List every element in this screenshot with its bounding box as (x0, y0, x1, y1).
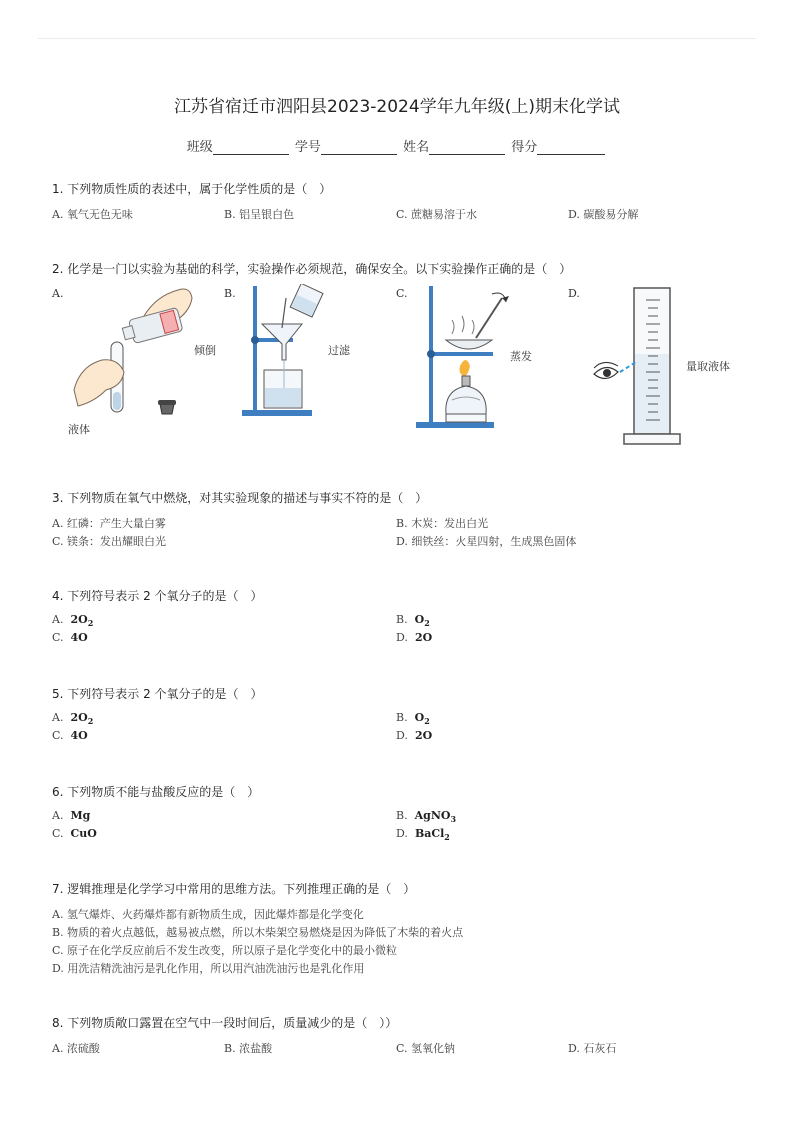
q6-option-c[interactable]: C. CuO (52, 827, 97, 840)
q2-option-d-letter[interactable]: D. (568, 287, 580, 300)
number-blank[interactable] (321, 140, 397, 155)
q3-option-b[interactable]: B. 木炭：发出白光 (396, 517, 489, 530)
filtration-figure (238, 284, 338, 420)
name-label: 姓名 (403, 140, 430, 155)
question-2-stem: 2. 化学是一门以实验为基础的科学，实验操作必须规范，确保安全。以下实验操作正确的是（ ） (52, 262, 572, 276)
q2-option-c-letter[interactable]: C. (396, 287, 408, 300)
q4-option-c[interactable]: C. 4O (52, 631, 88, 644)
q3-option-a[interactable]: A. 红磷：产生大量白雾 (52, 517, 166, 530)
q5-option-c[interactable]: C. 4O (52, 729, 88, 742)
header-rule (38, 38, 756, 39)
q2-option-b-letter[interactable]: B. (224, 287, 236, 300)
q5-option-b[interactable]: B. $O_2$ (396, 711, 430, 727)
measuring-label: 量取液体 (686, 360, 730, 373)
number-label: 学号 (294, 140, 321, 155)
name-blank[interactable] (429, 140, 505, 155)
q3-option-c[interactable]: C. 镁条：发出耀眼白光 (52, 535, 167, 548)
measuring-cylinder-figure (590, 284, 690, 448)
liquid-label: 液体 (68, 423, 90, 436)
q6-option-b[interactable]: B. AgNO$_3$ (396, 809, 457, 825)
question-8-stem: 8. 下列物质敞口露置在空气中一段时间后，质量减少的是（ ）） (52, 1016, 398, 1030)
q6-option-a[interactable]: A. Mg (52, 809, 91, 822)
q4-option-b[interactable]: B. $O_2$ (396, 613, 430, 629)
q1-option-b[interactable]: B. 铝呈银白色 (224, 208, 295, 221)
q8-option-c[interactable]: C. 氢氧化钠 (396, 1042, 456, 1055)
pouring-label: 倾倒 (194, 344, 216, 357)
evaporation-figure (412, 284, 512, 432)
question-7-stem: 7. 逻辑推理是化学学习中常用的思维方法。下列推理正确的是（ ） (52, 882, 416, 896)
q7-option-b[interactable]: B. 物质的着火点越低，越易被点燃，所以木柴架空易燃烧是因为降低了木柴的着火点 (52, 926, 464, 939)
score-blank[interactable] (537, 140, 605, 155)
score-label: 得分 (511, 140, 538, 155)
question-3-stem: 3. 下列物质在氧气中燃烧，对其实验现象的描述与事实不符的是（ ） (52, 491, 428, 505)
question-4-stem: 4. 下列符号表示 2 个氧分子的是（ ） (52, 589, 263, 603)
q4-option-a[interactable]: A. $2O_2$ (52, 613, 94, 629)
q7-option-a[interactable]: A. 氢气爆炸、火药爆炸都有新物质生成，因此爆炸都是化学变化 (52, 908, 364, 921)
q8-option-b[interactable]: B. 浓盐酸 (224, 1042, 273, 1055)
page-title: 江苏省宿迁市泗阳县2023-2024学年九年级(上)期末化学试 (174, 97, 620, 117)
q2-option-a-letter[interactable]: A. (52, 287, 64, 300)
q7-option-d[interactable]: D. 用洗洁精洗油污是乳化作用，所以用汽油洗油污也是乳化作用 (52, 962, 365, 975)
class-label: 班级 (186, 140, 213, 155)
q5-option-a[interactable]: A. $2O_2$ (52, 711, 94, 727)
student-info-line (0, 136, 794, 155)
question-1-stem: 1. 下列物质性质的表述中，属于化学性质的是（ ） (52, 182, 332, 196)
q7-option-c[interactable]: C. 原子在化学反应前后不发生改变，所以原子是化学变化中的最小微粒 (52, 944, 398, 957)
evaporation-label: 蒸发 (510, 350, 532, 363)
question-6-stem: 6. 下列物质不能与盐酸反应的是（ ） (52, 785, 260, 799)
question-5-stem: 5. 下列符号表示 2 个氧分子的是（ ） (52, 687, 263, 701)
filtration-label: 过滤 (328, 344, 350, 357)
q1-option-a[interactable]: A. 氧气无色无味 (52, 208, 133, 221)
q5-option-d[interactable]: D. 2O (396, 729, 433, 742)
class-blank[interactable] (213, 140, 289, 155)
q8-option-a[interactable]: A. 浓硫酸 (52, 1042, 100, 1055)
q4-option-d[interactable]: D. 2O (396, 631, 433, 644)
q8-option-d[interactable]: D. 石灰石 (568, 1042, 617, 1055)
q1-option-d[interactable]: D. 碳酸易分解 (568, 208, 639, 221)
q6-option-d[interactable]: D. BaCl$_2$ (396, 827, 450, 843)
q1-option-c[interactable]: C. 蔗糖易溶于水 (396, 208, 478, 221)
q3-option-d[interactable]: D. 细铁丝：火星四射，生成黑色固体 (396, 535, 577, 548)
